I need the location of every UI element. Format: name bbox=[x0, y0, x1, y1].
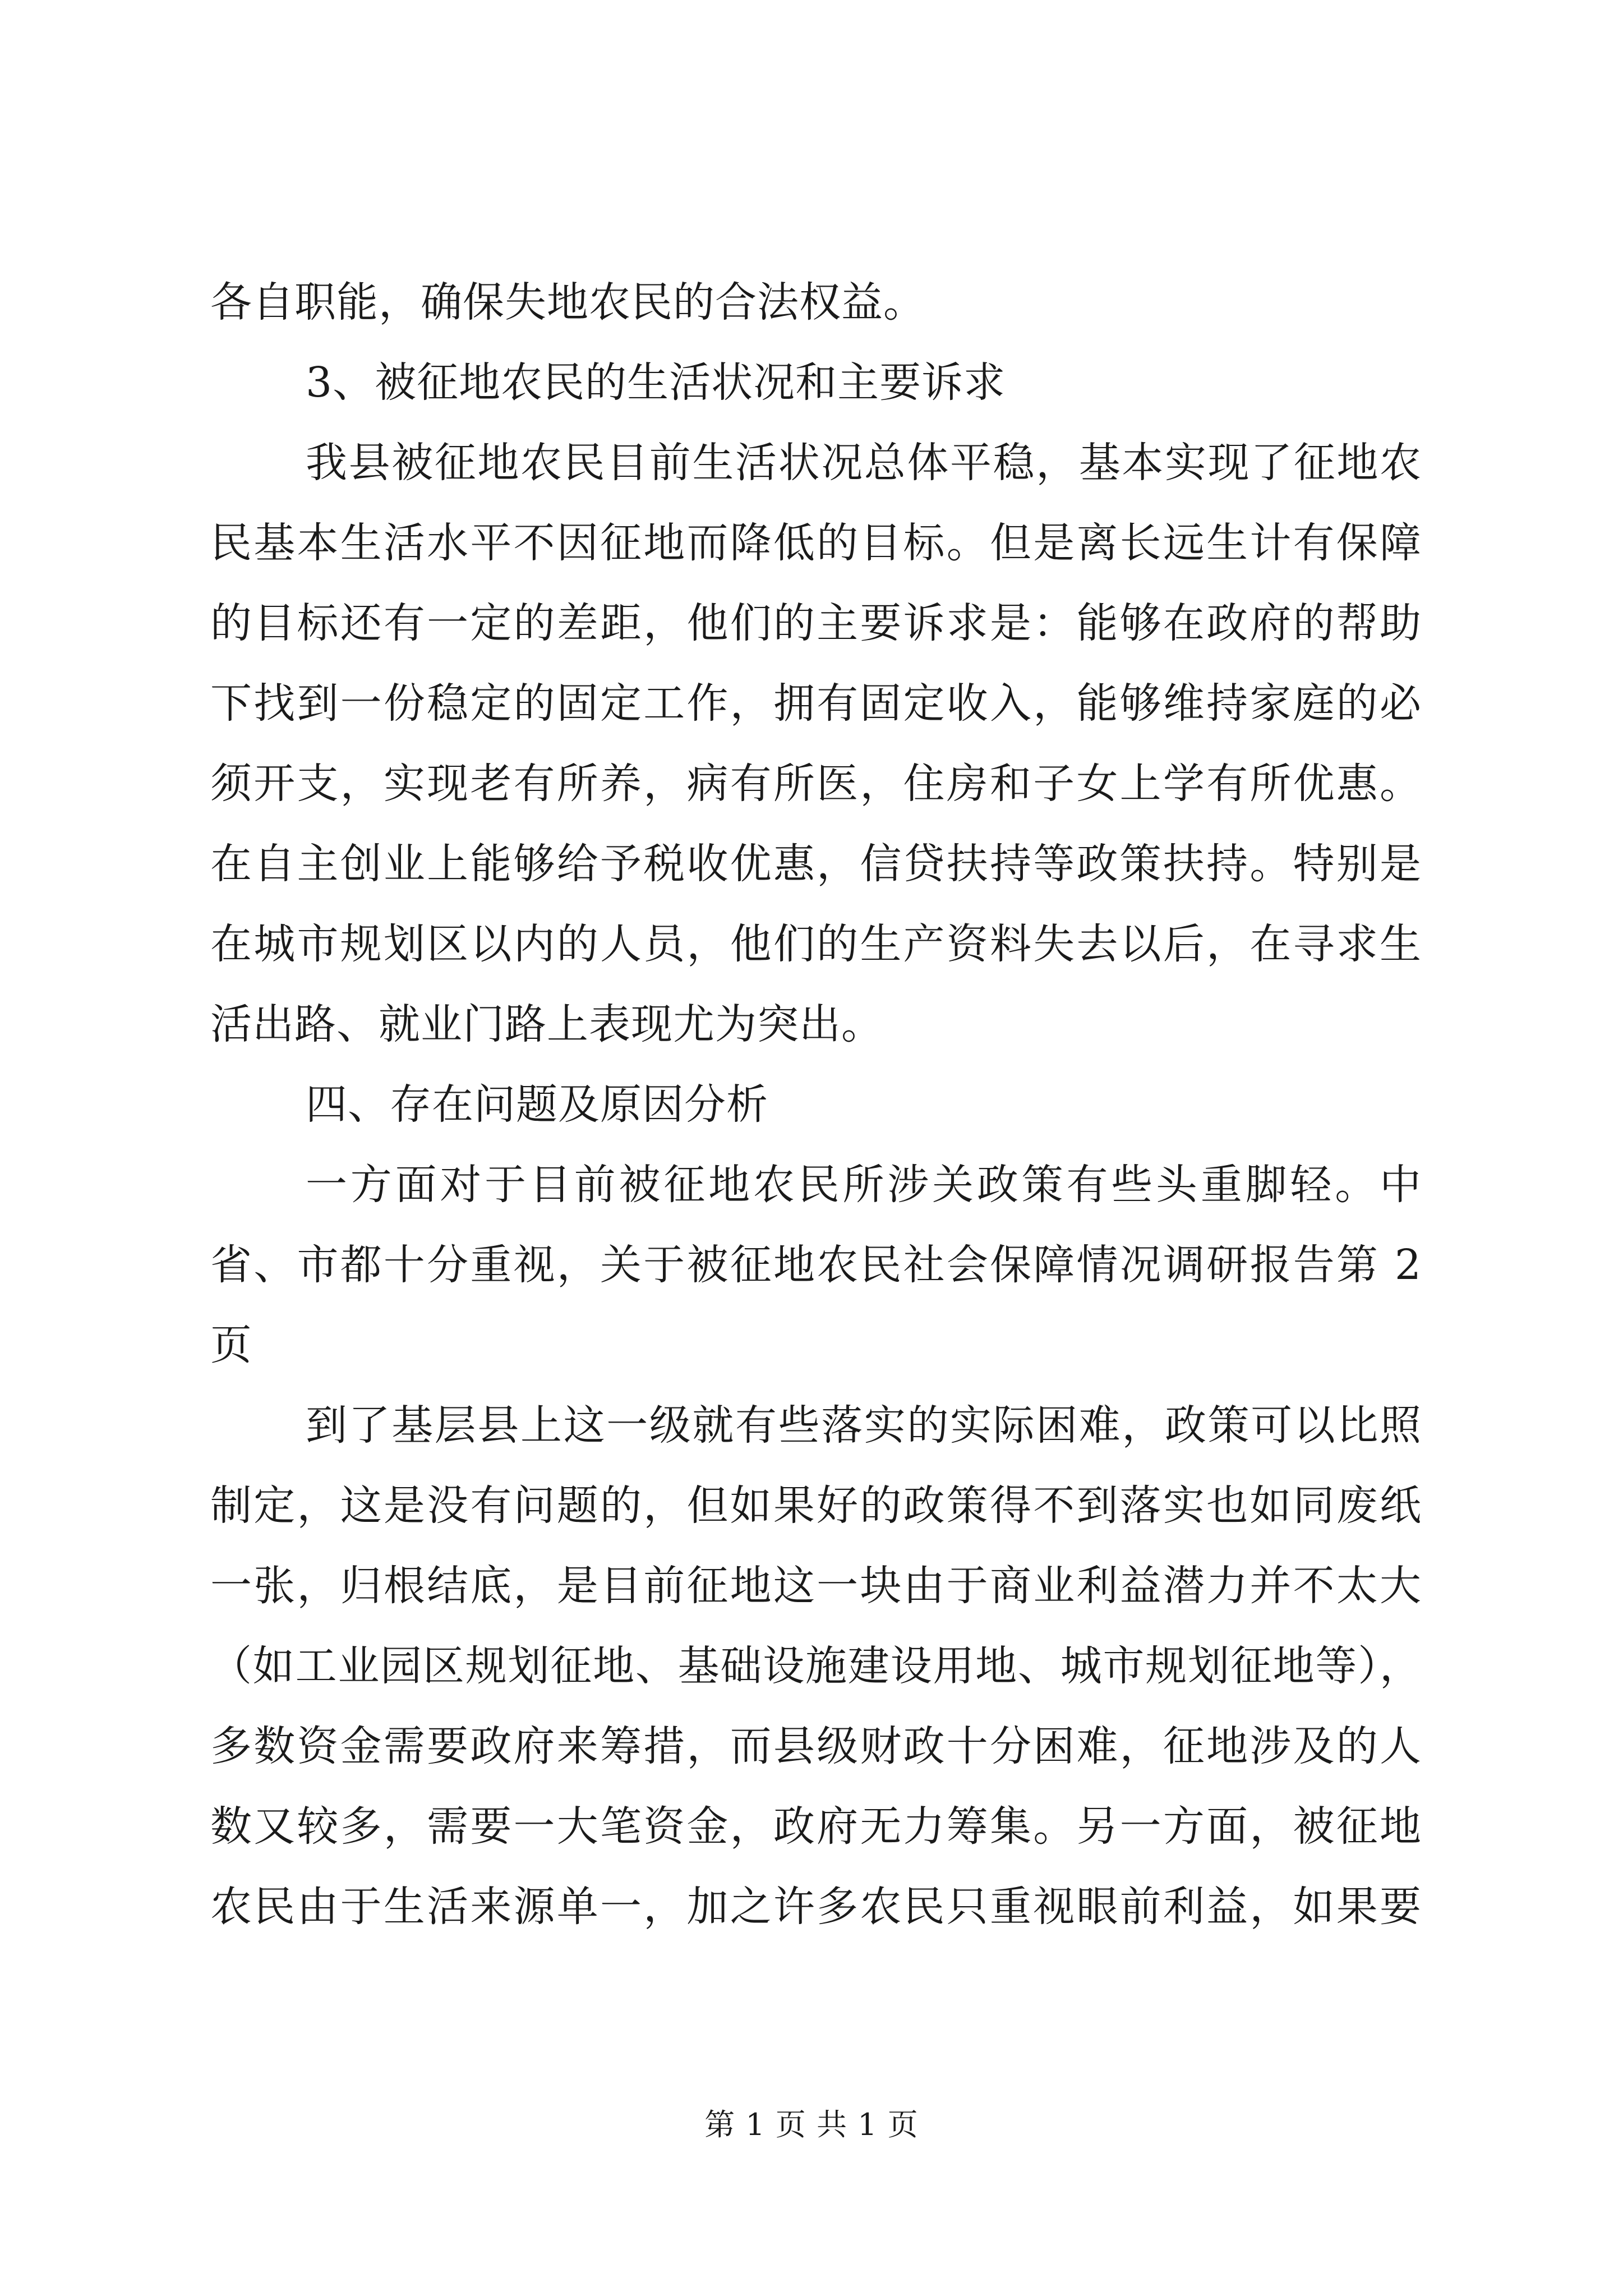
text-line: 到了基层县上这一级就有些落实的实际困难，政策可以比照 bbox=[306, 1401, 1422, 1450]
text-line: 在城市规划区以内的人员，他们的生产资料失去以后，在寻求生 bbox=[210, 920, 1422, 968]
text-line: 下找到一份稳定的固定工作，拥有固定收入，能够维持家庭的必 bbox=[210, 679, 1422, 728]
text-line: 四、存在问题及原因分析 bbox=[306, 1080, 768, 1129]
text-line: 须开支，实现老有所养，病有所医，住房和子女上学有所优惠。 bbox=[210, 760, 1422, 808]
text-line: 我县被征地农民目前生活状况总体平稳，基本实现了征地农 bbox=[306, 439, 1422, 487]
text-line: 3、被征地农民的生活状况和主要诉求 bbox=[306, 358, 1006, 407]
document-body bbox=[210, 263, 1422, 1947]
text-line: 一方面对于目前被征地农民所涉关政策有些头重脚轻。中 bbox=[306, 1161, 1422, 1209]
text-line: 民基本生活水平不因征地而降低的目标。但是离长远生计有保障 bbox=[210, 519, 1422, 567]
text-line: 一张，归根结底，是目前征地这一块由于商业利益潜力并不太大 bbox=[210, 1562, 1422, 1610]
text-line: 农民由于生活来源单一，加之许多农民只重视眼前利益，如果要 bbox=[210, 1883, 1422, 1931]
text-line: 多数资金需要政府来筹措，而县级财政十分困难，征地涉及的人 bbox=[210, 1722, 1422, 1770]
text-line: 数又较多，需要一大笔资金，政府无力筹集。另一方面，被征地 bbox=[210, 1802, 1422, 1851]
text-line: 活出路、就业门路上表现尤为突出。 bbox=[210, 1000, 883, 1048]
text-line: 各自职能，确保失地农民的合法权益。 bbox=[210, 278, 925, 326]
text-line: 制定，这是没有问题的，但如果好的政策得不到落实也如同废纸 bbox=[210, 1481, 1422, 1530]
text-line: 省、市都十分重视，关于被征地农民社会保障情况调研报告第 2 bbox=[210, 1241, 1422, 1289]
text-line: 的目标还有一定的差距，他们的主要诉求是：能够在政府的帮助 bbox=[210, 599, 1422, 647]
text-line: 页 bbox=[210, 1321, 252, 1369]
text-line: （如工业园区规划征地、基础设施建设用地、城市规划征地等）， bbox=[210, 1642, 1422, 1690]
text-line: 在自主创业上能够给予税收优惠，信贷扶持等政策扶持。特别是 bbox=[210, 840, 1422, 888]
page-footer: 第 1 页 共 1 页 bbox=[704, 2107, 919, 2142]
